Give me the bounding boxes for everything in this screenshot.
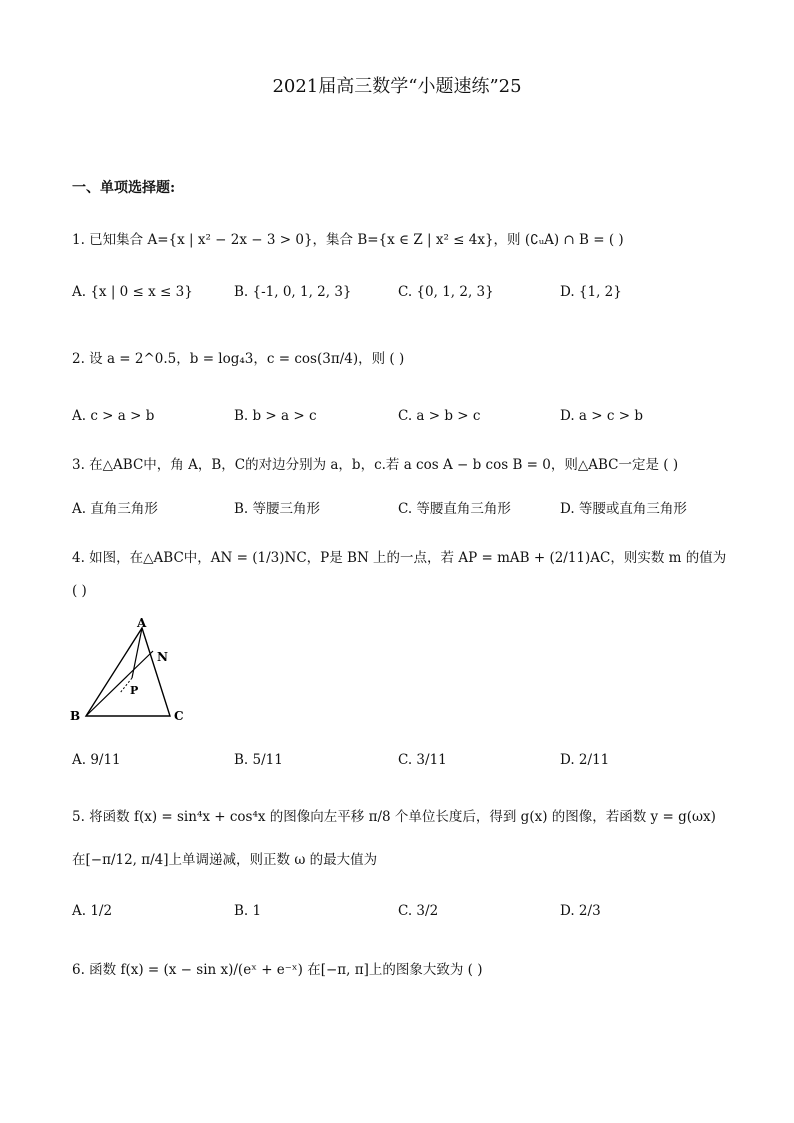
- question-4-option-b: B. 5/11: [234, 752, 283, 768]
- question-1-option-b: B. {-1, 0, 1, 2, 3}: [234, 284, 352, 300]
- question-1-option-c: C. {0, 1, 2, 3}: [398, 284, 494, 300]
- question-4-option-c: C. 3/11: [398, 752, 447, 768]
- question-4-stem-continued: ( ): [72, 583, 87, 599]
- question-2-option-d: D. a > c > b: [560, 408, 643, 424]
- page-title: 2021届高三数学“小题速练”25: [272, 76, 522, 97]
- question-3-option-c: C. 等腰直角三角形: [398, 501, 511, 517]
- question-4-option-a: A. 9/11: [72, 752, 121, 768]
- question-3-option-a: A. 直角三角形: [72, 501, 158, 517]
- question-5-option-c: C. 3/2: [398, 903, 439, 919]
- question-5-option-a: A. 1/2: [72, 903, 113, 919]
- question-2-option-c: C. a > b > c: [398, 408, 481, 424]
- section-heading: 一、单项选择题:: [72, 180, 176, 196]
- question-1-option-a: A. {x | 0 ≤ x ≤ 3}: [72, 284, 193, 300]
- vertex-a-label: A: [137, 616, 147, 630]
- question-5-stem: 5. 将函数 f(x) = sin⁴x + cos⁴x 的图像向左平移 π/8 个单位长度后，得到 g(x) 的图像，若函数 y = g(ωx): [72, 809, 716, 825]
- question-2-option-b: B. b > a > c: [234, 408, 317, 424]
- question-2-stem: 2. 设 a = 2^0.5，b = log₄3，c = cos(3π/4)，则 ( ): [72, 351, 405, 367]
- segment-bn: [86, 651, 153, 716]
- question-1-option-d: D. {1, 2}: [560, 284, 622, 300]
- question-5-option-d: D. 2/3: [560, 903, 601, 919]
- question-3-stem: 3. 在△ABC中，角 A，B，C的对边分别为 a，b，c.若 a cos A − b cos B = 0，则△ABC一定是 ( ): [72, 457, 679, 473]
- question-1-stem: 1. 已知集合 A={x | x² − 2x − 3 > 0}，集合 B={x ∈ Z | x² ≤ 4x}，则 (∁ᵤA) ∩ B = ( ): [72, 232, 624, 248]
- question-4-option-d: D. 2/11: [560, 752, 610, 768]
- point-p-label: P: [130, 684, 139, 697]
- vertex-c-label: C: [174, 709, 184, 723]
- triangle-figure: [64, 616, 204, 728]
- question-3-option-b: B. 等腰三角形: [234, 501, 321, 517]
- question-3-option-d: D. 等腰或直角三角形: [560, 501, 687, 517]
- point-n-label: N: [157, 650, 168, 664]
- triangle-abc: [86, 628, 170, 716]
- vertex-b-label: B: [70, 709, 81, 723]
- question-5-option-b: B. 1: [234, 903, 262, 919]
- question-4-stem: 4. 如图，在△ABC中，AN = (1/3)NC，P是 BN 上的一点，若 AP = mAB + (2/11)AC，则实数 m 的值为: [72, 550, 727, 566]
- question-6-stem: 6. 函数 f(x) = (x − sin x)/(eˣ + e⁻ˣ) 在[−π, π]上的图象大致为 ( ): [72, 962, 483, 978]
- question-2-option-a: A. c > a > b: [72, 408, 155, 424]
- question-5-stem-continued: 在[−π/12, π/4]上单调递减，则正数 ω 的最大值为: [72, 852, 378, 868]
